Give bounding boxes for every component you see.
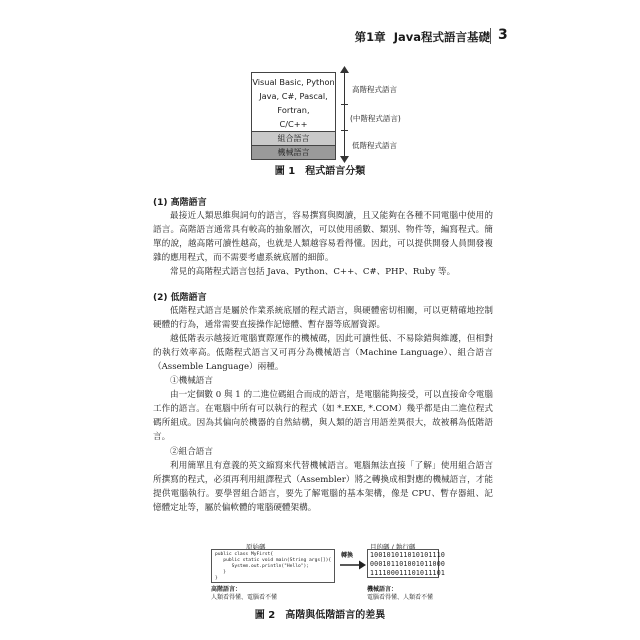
arrow-up-icon	[340, 66, 349, 74]
convert-label: 轉換	[341, 552, 354, 559]
section1-paragraph1: 最接近人類思維與詞句的語言，容易撰寫與閱讀，且又能夠在各種不同電腦中使用的語言。高階語言通常具有較高的抽象層次，可以使用函數、類別、物件等，編寫程式。簡單的說，越高階可讀性越高，也就是人類越容易看得懂。因此，可以提供開發人員開發複雜的應用程式，而不需要考慮系統底層的細節。	[153, 211, 493, 263]
machine-language-note	[367, 586, 433, 602]
axis-label-high: 高階程式語言	[352, 85, 397, 94]
lang-line: Fortran,	[277, 105, 310, 115]
section1-paragraph2: 常見的高階程式語言包括 Java、Python、C++、C#、PHP、Ruby 等。	[170, 267, 456, 277]
high-level-languages-box	[251, 72, 336, 132]
source-code-box: public class MyFirst{ public static void main(String args[]){ System.out.println("Hello"); } }	[211, 549, 335, 583]
machine-language-paragraph: 由一定個數 0 與 1 的二進位碼組合而成的語言，是電腦能夠接受，可以直接命令電腦工作的語言。在電腦中所有可以執行的程式（如 *.EXE, *.COM）幾乎都是由二進位程式碼所組成。因為其偏向於機器的自然結構，與人類的語言用語差異很大，故被稱為低階語言。	[153, 390, 493, 442]
target-code-label: 目的碼 / 執行碼	[370, 543, 416, 551]
section2-heading: (2) 低階語言	[153, 293, 207, 303]
high-level-note	[211, 586, 277, 602]
machine-language-note-title: 機械語言：	[367, 586, 398, 593]
lang-line: Visual Basic, Python	[252, 77, 335, 87]
assembly-language-box: 組合語言	[251, 132, 336, 146]
assembly-language-paragraph: 利用簡單且有意義的英文縮寫來代替機械語言。電腦無法直接「了解」使用組合語言所撰寫的程式，必須再利用組譯程式（Assembler）將之轉換成相對應的機械語言，才能提供電腦執行。要學習組合語言，要先了解電腦的基本架構，像是 CPU、暫存器組、記憶體定址等，屬於偏軟體的電腦硬體架構。	[153, 461, 493, 513]
binary-line: 100101011010101110	[370, 551, 446, 559]
figure1-caption: 圖 1 程式語言分類	[274, 166, 366, 177]
chapter-header	[355, 29, 490, 45]
machine-language-box: 機械語言	[251, 146, 336, 160]
lang-line: C/C++	[279, 119, 308, 129]
binary-line: 111100011101011101	[370, 569, 446, 577]
section2-paragraph1: 低階程式語言是屬於作業系統底層的程式語言，與硬體密切相關，可以更精確地控制硬體的行為，通常需要直接操作記憶體、暫存器等底層資源。	[153, 306, 493, 330]
axis-tick	[341, 130, 348, 131]
axis-label-low: 低階程式語言	[352, 141, 397, 150]
figure2-caption: 圖 2 高階與低階語言的差異	[254, 610, 386, 621]
high-level-note-title: 高階語言：	[211, 586, 242, 593]
chapter-number: 第1章	[354, 30, 386, 44]
page-header	[0, 22, 640, 52]
binary-line: 000101101001011000	[370, 560, 446, 568]
axis-tick	[341, 104, 348, 105]
machine-language-note-text: 電腦看得懂、人類看不懂	[367, 594, 434, 601]
assembly-language-heading: ②組合語言	[170, 447, 213, 457]
arrow-right-icon	[339, 558, 367, 572]
section1-heading: (1) 高階語言	[153, 198, 207, 208]
figure1-stack	[251, 72, 336, 160]
chapter-title: Java程式語言基礎	[393, 30, 490, 44]
high-level-note-text: 人類看得懂、電腦看不懂	[211, 594, 278, 601]
binary-code-box	[367, 549, 446, 578]
section2-paragraph2: 越低階表示越接近電腦實際運作的機械碼，因此可讀性低、不易除錯與維護，但相對的執行效率高。低階程式語言又可再分為機械語言（Machine Language）、組合語言（Assemble Language）兩種。	[153, 334, 493, 372]
lang-line: Java, C#, Pascal,	[259, 91, 328, 101]
axis-label-mid: (中階程式語言)	[350, 114, 401, 123]
page-number: 3	[498, 27, 508, 43]
header-divider	[490, 28, 491, 44]
source-code-label: 原始碼	[246, 543, 266, 551]
axis-line	[344, 70, 345, 160]
machine-language-heading: ①機械語言	[170, 376, 213, 386]
